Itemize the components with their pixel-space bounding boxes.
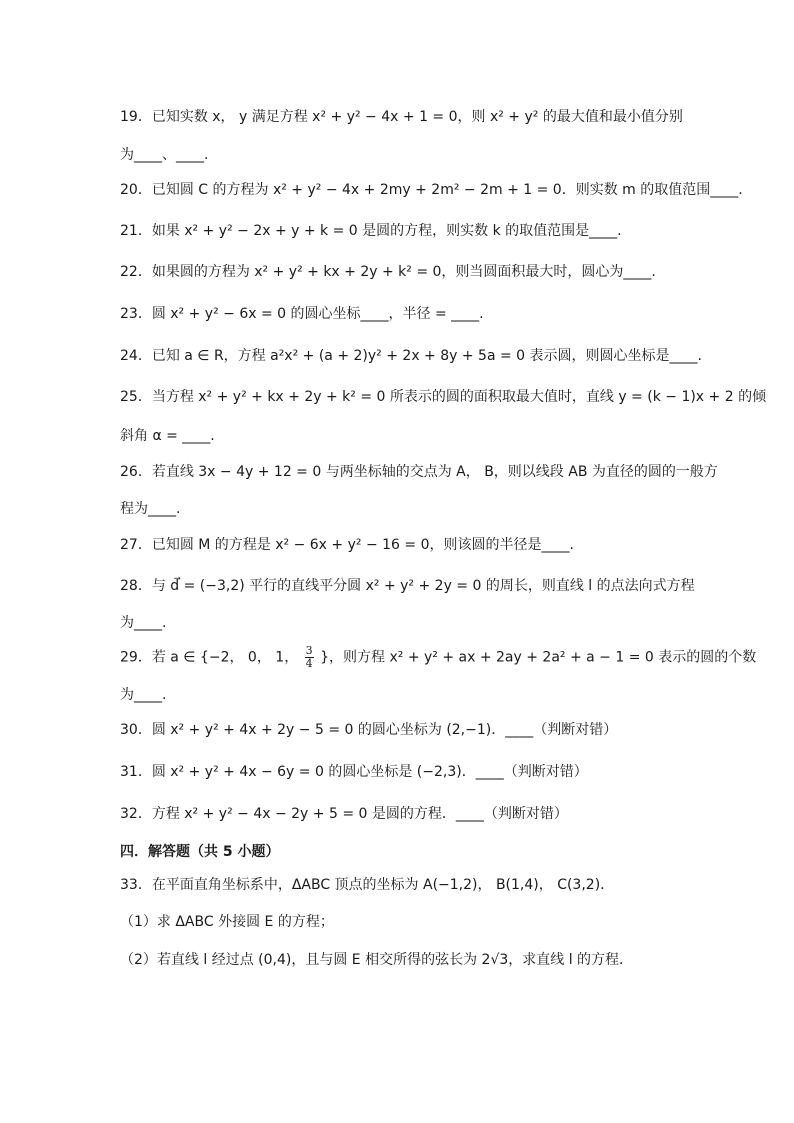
question-30: 30．圆 x² + y² + 4x + 2y − 5 = 0 的圆心坐标为 (2,−1)．____（判断对错） — [120, 722, 618, 738]
question-26-line1: 26．若直线 3x − 4y + 12 = 0 与两坐标轴的交点为 A， B，则以线段 AB 为直径的圆的一般方 — [120, 464, 718, 480]
question-28-line1: 28．与 d⃗ = (−3,2) 平行的直线平分圆 x² + y² + 2y = 0 的周长，则直线 l 的点法向式方程 — [120, 578, 695, 594]
question-29-prefix: 29．若 a ∈ {−2， 0， 1， — [120, 649, 299, 666]
question-26-line2: 程为____. — [120, 501, 181, 517]
section-title: 四．解答题（共 5 小题） — [120, 844, 280, 860]
question-24: 24．已知 a ∈ R，方程 a²x² + (a + 2)y² + 2x + 8y + 5a = 0 表示圆，则圆心坐标是____. — [120, 348, 702, 364]
fraction-three-quarters — [305, 645, 314, 670]
question-25-line1: 25．当方程 x² + y² + kx + 2y + k² = 0 所表示的圆的面积取最大值时，直线 y = (k − 1)x + 2 的倾 — [120, 389, 767, 405]
question-23: 23．圆 x² + y² − 6x = 0 的圆心坐标____，半径 = ____. — [120, 306, 484, 322]
question-33-part1: （1）求 ΔABC 外接圆 E 的方程； — [120, 914, 334, 930]
question-31: 31．圆 x² + y² + 4x − 6y = 0 的圆心坐标是 (−2,3)．____（判断对错） — [120, 764, 588, 780]
question-33-stem: 33．在平面直角坐标系中，ΔABC 顶点的坐标为 A(−1,2)， B(1,4)， C(3,2)． — [120, 877, 615, 893]
fraction-numerator: 3 — [305, 644, 313, 657]
fraction-denominator: 4 — [305, 657, 313, 670]
question-29-line2: 为____. — [120, 687, 167, 703]
question-20: 20．已知圆 C 的方程为 x² + y² − 4x + 2my + 2m² − 2m + 1 = 0．则实数 m 的取值范围____. — [120, 182, 743, 198]
question-19-line2: 为____、____. — [120, 147, 209, 163]
question-25-line2: 斜角 α = ____. — [120, 428, 215, 444]
question-21: 21．如果 x² + y² − 2x + y + k = 0 是圆的方程，则实数 k 的取值范围是____. — [120, 223, 622, 239]
question-32: 32．方程 x² + y² − 4x − 2y + 5 = 0 是圆的方程．____（判断对错） — [120, 806, 568, 822]
question-29-suffix: }，则方程 x² + y² + ax + 2ay + 2a² + a − 1 = 0 表示的圆的个数 — [320, 649, 757, 666]
question-22: 22．如果圆的方程为 x² + y² + kx + 2y + k² = 0，则当圆面积最大时，圆心为____. — [120, 264, 656, 280]
question-29-line1 — [120, 644, 757, 670]
question-19-line1: 19．已知实数 x， y 满足方程 x² + y² − 4x + 1 = 0，则 x² + y² 的最大值和最小值分别 — [120, 109, 683, 125]
question-33-part2: （2）若直线 l 经过点 (0,4)，且与圆 E 相交所得的弦长为 2√3，求直线 l 的方程． — [120, 952, 634, 968]
question-28-line2: 为____. — [120, 615, 167, 631]
question-27: 27．已知圆 M 的方程是 x² − 6x + y² − 16 = 0，则该圆的半径是____. — [120, 537, 574, 553]
